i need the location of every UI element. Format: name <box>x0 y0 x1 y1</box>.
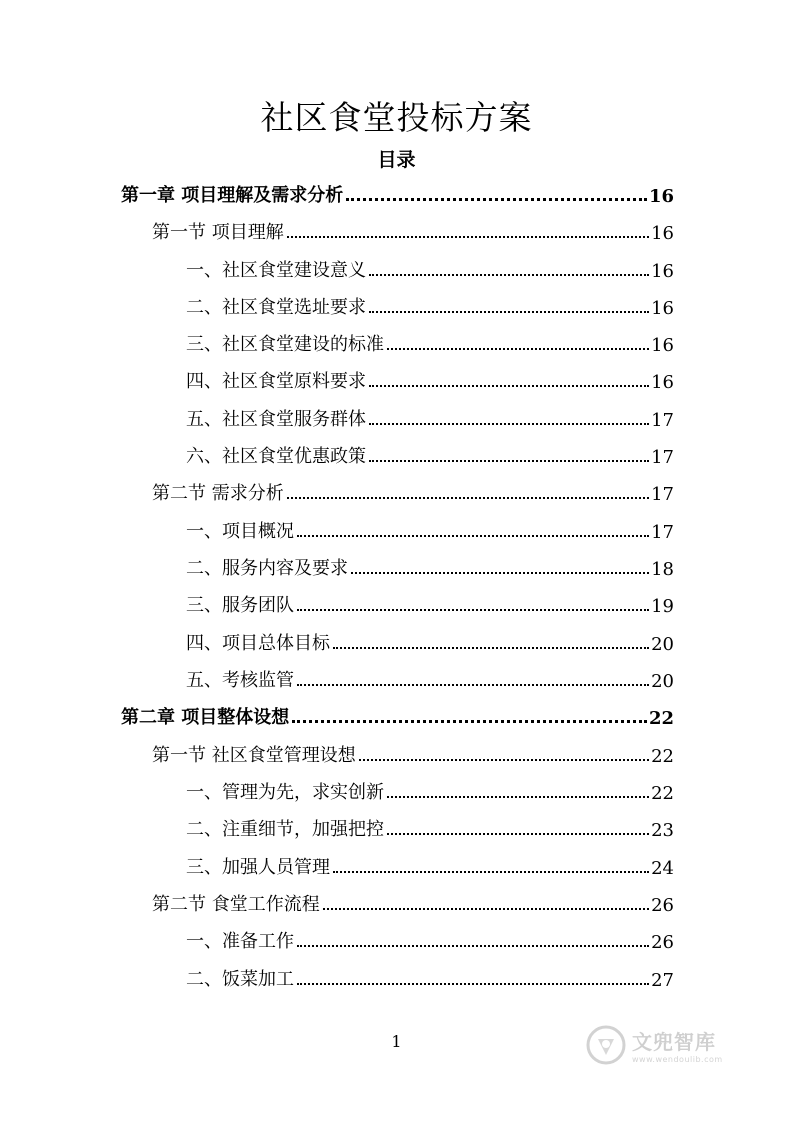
toc-entry-section[interactable] <box>152 477 674 505</box>
wendoulib-logo-icon <box>586 1025 626 1065</box>
toc-entry-page: 17 <box>651 410 674 431</box>
toc-entry-item[interactable] <box>186 589 674 617</box>
dot-leader <box>369 423 649 425</box>
toc-entry-page: 16 <box>651 335 674 356</box>
toc-entry-item[interactable] <box>186 515 674 543</box>
toc-entry-label: 四、项目总体目标 <box>186 633 330 654</box>
watermark <box>586 1020 786 1070</box>
dot-leader <box>297 945 649 947</box>
toc-entry-label: 一、管理为先，求实创新 <box>186 782 384 803</box>
dot-leader <box>369 274 649 276</box>
toc-entry-label: 第二节 需求分析 <box>152 483 284 504</box>
toc-entry-label: 第二节 食堂工作流程 <box>152 894 320 915</box>
toc-entry-label: 二、饭菜加工 <box>186 969 294 990</box>
dot-leader <box>297 983 649 985</box>
toc-entry-page: 16 <box>651 261 674 282</box>
toc-entry-item[interactable] <box>186 627 674 655</box>
dot-leader <box>369 385 649 387</box>
toc-entry-label: 一、准备工作 <box>186 931 294 952</box>
toc-entry-page: 16 <box>651 372 674 393</box>
toc-entry-item[interactable] <box>186 328 674 356</box>
toc-entry-label: 三、服务团队 <box>186 595 294 616</box>
toc-entry-item[interactable] <box>186 254 674 282</box>
dot-leader <box>292 720 647 723</box>
toc-entry-page: 26 <box>651 895 674 916</box>
toc-heading: 目录 <box>377 149 416 171</box>
toc-entry-item[interactable] <box>186 291 674 319</box>
dot-leader <box>333 871 649 873</box>
toc-entry-page: 22 <box>648 708 674 729</box>
toc-entry-label: 三、加强人员管理 <box>186 857 330 878</box>
toc-entry-page: 17 <box>651 522 674 543</box>
toc-entry-page: 17 <box>651 484 674 505</box>
toc-entry-page: 22 <box>651 746 674 767</box>
dot-leader <box>387 796 649 798</box>
toc-entry-item[interactable] <box>186 440 674 468</box>
toc-entry-page: 22 <box>651 783 674 804</box>
dot-leader <box>369 311 649 313</box>
toc-entry-page: 20 <box>651 671 674 692</box>
dot-leader <box>297 684 649 686</box>
toc-entry-page: 24 <box>651 858 674 879</box>
toc-entry-label: 五、考核监管 <box>186 670 294 691</box>
dot-leader <box>333 647 649 649</box>
watermark-url: www.wendoulib.com <box>632 1055 723 1064</box>
toc-entry-page: 17 <box>651 447 674 468</box>
toc-entry-page: 20 <box>651 634 674 655</box>
dot-leader <box>387 833 649 835</box>
toc-entry-label: 二、社区食堂选址要求 <box>186 297 366 318</box>
toc-entry-item[interactable] <box>186 963 674 991</box>
toc-entry-label: 一、社区食堂建设意义 <box>186 260 366 281</box>
toc-entry-page: 16 <box>651 298 674 319</box>
dot-leader <box>369 460 649 462</box>
toc-entry-item[interactable] <box>186 403 674 431</box>
toc-entry-section[interactable] <box>152 216 674 244</box>
dot-leader <box>387 348 649 350</box>
toc-entry-page: 27 <box>651 970 674 991</box>
toc-entry-item[interactable] <box>186 925 674 953</box>
toc-entry-page: 16 <box>651 223 674 244</box>
dot-leader <box>297 535 649 537</box>
toc-entry-chapter[interactable] <box>121 179 674 207</box>
toc-entry-section[interactable] <box>152 739 674 767</box>
dot-leader <box>287 236 649 238</box>
toc-entry-item[interactable] <box>186 664 674 692</box>
toc-entry-label: 第一节 项目理解 <box>152 222 284 243</box>
dot-leader <box>346 198 647 201</box>
toc-entry-label: 三、社区食堂建设的标准 <box>186 334 384 355</box>
toc-entry-label: 二、服务内容及要求 <box>186 558 348 579</box>
toc-entry-section[interactable] <box>152 888 674 916</box>
watermark-name: 文兜智库 <box>632 1030 716 1054</box>
toc-entry-page: 26 <box>651 932 674 953</box>
toc-entry-page: 19 <box>651 596 674 617</box>
toc-entry-label: 一、项目概况 <box>186 521 294 542</box>
toc-entry-item[interactable] <box>186 552 674 580</box>
dot-leader <box>351 572 649 574</box>
toc-entry-label: 五、社区食堂服务群体 <box>186 409 366 430</box>
toc-entry-item[interactable] <box>186 851 674 879</box>
toc-entry-page: 16 <box>648 186 674 207</box>
toc-entry-item[interactable] <box>186 813 674 841</box>
dot-leader <box>287 497 649 499</box>
toc-entry-label: 第一章 项目理解及需求分析 <box>121 185 344 206</box>
toc-entry-label: 第一节 社区食堂管理设想 <box>152 745 356 766</box>
toc-entry-page: 18 <box>651 559 674 580</box>
toc-entry-label: 第二章 项目整体设想 <box>121 707 290 728</box>
toc-entry-label: 六、社区食堂优惠政策 <box>186 446 366 467</box>
toc-entry-label: 四、社区食堂原料要求 <box>186 371 366 392</box>
toc-entry-item[interactable] <box>186 776 674 804</box>
toc-entry-page: 23 <box>651 820 674 841</box>
dot-leader <box>297 609 649 611</box>
toc-entry-item[interactable] <box>186 365 674 393</box>
toc-entry-chapter[interactable] <box>121 701 674 729</box>
toc-entry-label: 二、注重细节，加强把控 <box>186 819 384 840</box>
dot-leader <box>323 908 649 910</box>
page-number: 1 <box>391 1032 402 1051</box>
dot-leader <box>359 759 649 761</box>
document-title: 社区食堂投标方案 <box>260 98 533 137</box>
